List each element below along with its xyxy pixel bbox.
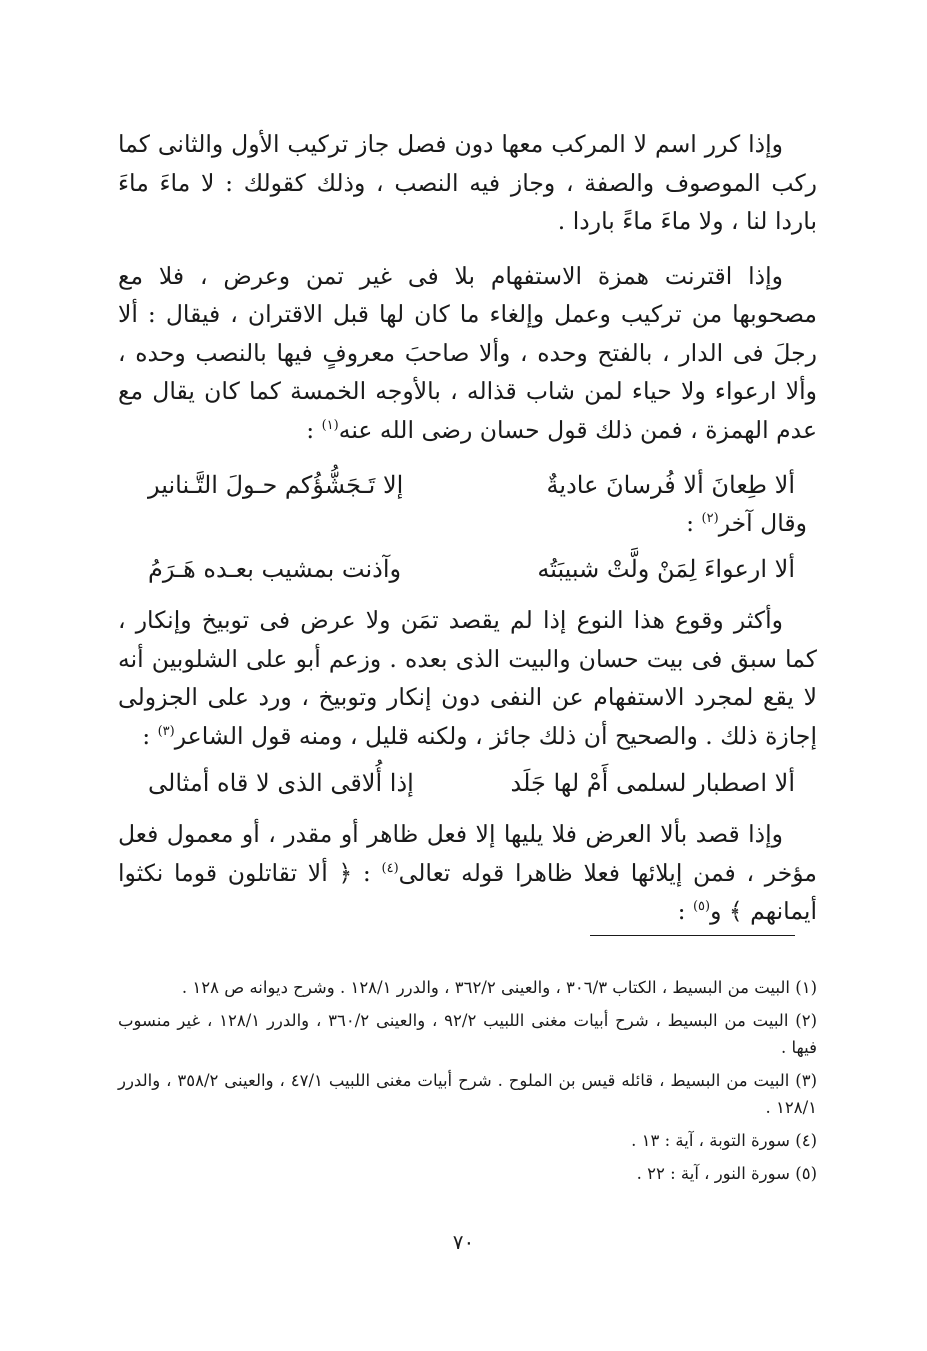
paragraph-3-colon: :	[142, 721, 158, 750]
footnote-ref-4: (٤)	[381, 860, 399, 876]
paragraph-3-text: وأكثر وقوع هذا النوع إذا لم يقصد تمَن ولا عرض فى توبيخ وإنكار ، كما سبق فى بيت حسان والبيت الذى بعده . وزعم أبو على الشلوبين أنه لا يقع لمجرد الاستفهام عن النفى دون إنكار وتوبيخ ، ورد على الجزولى إجازة ذلك . والصحيح أن ذلك جائز ، ولكنه قليل ، ومنه قول الشاعر	[118, 606, 817, 750]
footnote-ref-5: (٥)	[692, 899, 711, 915]
footnote-5: (٥) سورة النور ، آية : ٢٢ .	[636, 1164, 817, 1183]
paragraph-3	[118, 601, 817, 755]
verse-1-first-hemistich: ألا طِعانَ ألا فُرسانَ عاديةٌ	[546, 471, 795, 499]
paragraph-2-colon: :	[306, 415, 322, 444]
verse-2-second-hemistich: وآذنت بمشيب بعـده هَـرَمُ	[148, 555, 402, 583]
verse-3-second-hemistich: إذا أُلاقى الذى لا قاه أمثالى	[148, 769, 414, 797]
paragraph-4-text: وإذا قصد بألا العرض فلا يليها إلا فعل ظاهر أو مقدر ، أو معمول فعل مؤخر ، فمن إيلائها فعلا ظاهرا قوله تعالى	[118, 820, 817, 887]
paragraph-4	[118, 815, 817, 931]
main-text	[118, 125, 817, 947]
paragraph-1: وإذا كرر اسم لا المركب معها دون فصل جاز تركيب الأول والثانى كما ركب الموصوف والصفة ، وجاز فيه النصب ، وذلك كقولك : لا ماءَ ماءَ باردا لنا ، ولا ماءَ ماءً باردا .	[118, 130, 817, 235]
paragraph-4-colon: :	[677, 897, 693, 925]
verse-3-first-hemistich: ألا اصطبار لسلمى أَمْ لها جَلَد	[510, 769, 795, 797]
footnote-4: (٤) سورة التوبة ، آية : ١٣ .	[631, 1131, 817, 1150]
paragraph-2-text: وإذا اقترنت همزة الاستفهام بلا فى غير تمن وعرض ، فلا مع مصحوبها من تركيب وعمل وإلغاء ما كان لها قبل الاقتران ، فيقال : ألا رجلَ فى الدار ، بالفتح وحده ، وألا صاحبَ معروفٍ فيها بالنصب وحده ، وألا ارعواء ولا حياء لمن شاب قذاله ، بالأوجه الخمسة كما كان يقال مع عدم الهمزة ، فمن ذلك قول حسان رضى الله عنه	[118, 261, 817, 444]
verse-2-intro-text: وقال آخر	[718, 509, 807, 537]
paragraph-2	[118, 257, 817, 450]
footnote-separator	[590, 935, 795, 936]
footnote-ref-3: (٣)	[157, 723, 175, 739]
verse-2-intro-colon: :	[686, 509, 702, 537]
footnote-ref-1: (١)	[321, 417, 339, 433]
footnote-3: (٣) البيت من البسيط ، قائله قيس بن الملوح . شرح أبيات مغنى اللبيب ٤٧/١ ، والعينى ٣٥٨/٢ ، والدرر ١٢٨/١ .	[118, 1071, 817, 1117]
verse-2-intro	[118, 505, 817, 541]
footnote-2: (٢) البيت من البسيط ، شرح أبيات مغنى اللبيب ٩٢/٢ ، والعينى ٣٦٠/٢ ، والدرر ١٢٨/١ ، غير منسوب فيها .	[118, 1011, 817, 1057]
footnotes	[118, 974, 817, 1193]
verse-1	[148, 465, 795, 505]
verse-2	[148, 549, 795, 589]
verse-1-second-hemistich: إلا تَـجَشُّؤُكم حـولَ التَّـنانير	[148, 471, 404, 499]
page-number: ٧٠	[452, 1230, 475, 1254]
footnote-ref-2: (٢)	[701, 511, 719, 527]
paragraph-4-quran-quote: : ﴿ ألا تقاتلون قوما نكثوا أيمانهم ﴾ و	[118, 858, 817, 925]
verse-2-first-hemistich: ألا ارعواءَ لِمَنْ ولَّتْ شبيبَتُه	[537, 555, 795, 583]
verse-3	[148, 763, 795, 803]
footnote-1: (١) البيت من البسيط ، الكتاب ٣٠٦/٣ ، والعينى ٣٦٢/٢ ، والدرر ١٢٨/١ . وشرح ديوانه ص ١٢٨ .	[181, 978, 817, 997]
